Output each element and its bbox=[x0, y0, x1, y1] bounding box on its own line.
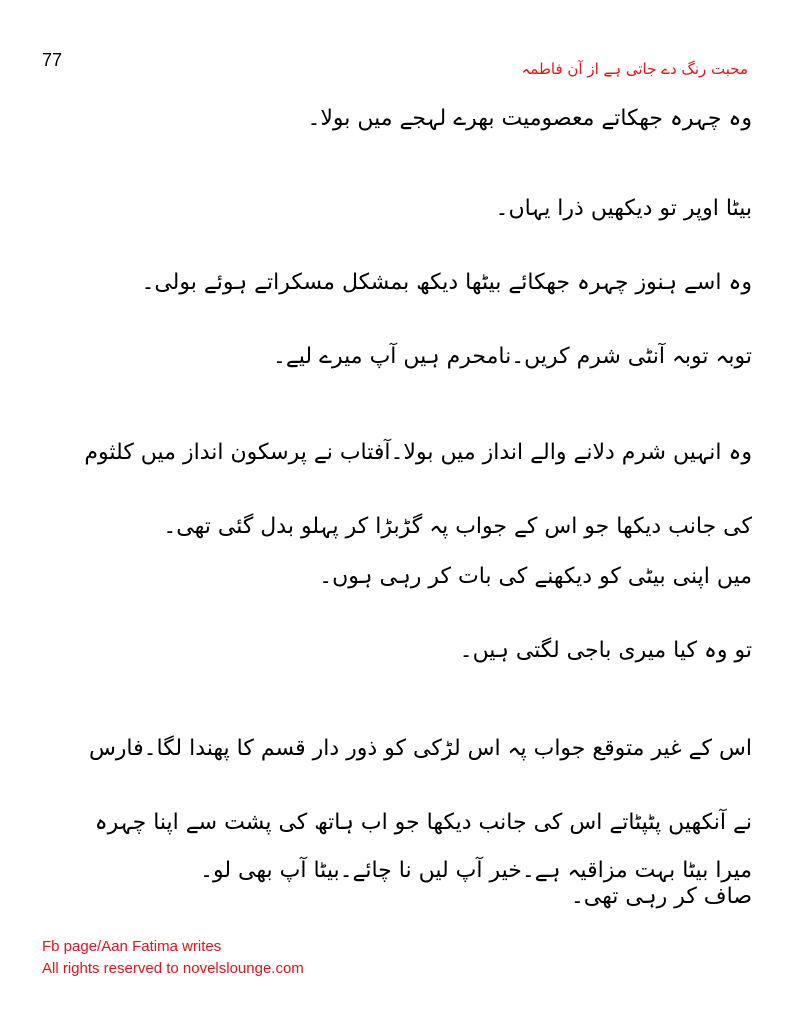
running-header: محبت رنگ دے جاتی ہے از آن فاطمہ bbox=[521, 60, 748, 78]
footer-copyright: All rights reserved to novelslounge.com bbox=[42, 960, 304, 977]
footer-fb-page: Fb page/Aan Fatima writes bbox=[42, 938, 222, 955]
paragraph: تو وہ کیا میری باجی لگتی ہیں۔ bbox=[459, 638, 752, 663]
paragraph: میں اپنی بیٹی کو دیکھنے کی بات کر رہی ہوں۔ bbox=[319, 564, 752, 589]
paragraph: اس کے غیر متوقع جواب پہ اس لڑکی کو ذور دار قسم کا پھندا لگا۔فارس نے آنکھیں پٹپٹاتے اس کی جانب دیکھا جو اب ہاتھ کی پشت سے اپنا چہرہ صاف کر رہی تھی۔ bbox=[88, 736, 752, 909]
paragraph: وہ انہیں شرم دلانے والے انداز میں بولا۔آفتاب نے پرسکون انداز میں کلثوم کی جانب دیکھا جو اس کے جواب پہ گڑبڑا کر پہلو بدل گئی تھی۔ bbox=[84, 440, 752, 539]
footer bbox=[42, 936, 304, 980]
paragraph: بیٹا اوپر تو دیکھیں ذرا یہاں۔ bbox=[495, 196, 752, 221]
paragraph: میرا بیٹا بہت مزاقیہ ہے۔خیر آپ لیں نا چائے۔بیٹا آپ بھی لو۔ bbox=[200, 858, 752, 883]
paragraph: وہ اسے ہنوز چہرہ جھکائے بیٹھا دیکھ بمشکل مسکراتے ہوئے بولی۔ bbox=[141, 270, 752, 295]
paragraph: توبہ توبہ آنٹی شرم کریں۔نامحرم ہیں آپ میرے لیے۔ bbox=[273, 344, 752, 369]
page-number: 77 bbox=[42, 50, 63, 70]
paragraph: وہ چہرہ جھکاتے معصومیت بھرے لہجے میں بولا۔ bbox=[307, 106, 752, 131]
